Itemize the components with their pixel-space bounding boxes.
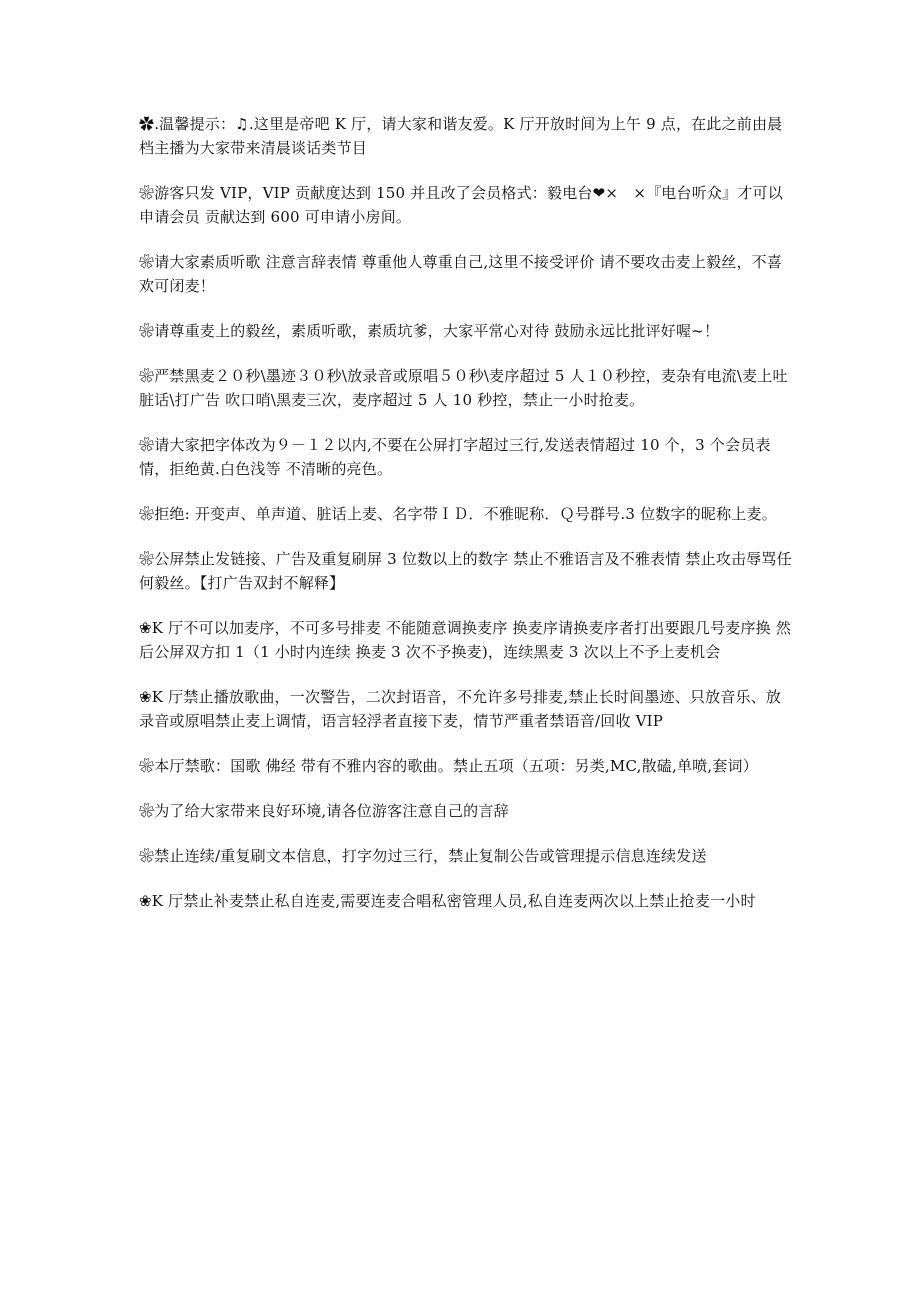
- rule-paragraph-7: ❀拒绝: 开变声、单声道、脏话上麦、名字带ＩＤ．不雅昵称．Ｑ号群号.3 位数字的昵称上麦。: [139, 505, 777, 523]
- rule-paragraph-1: ✿.温馨提示：♫.这里是帝吧 K 厅，请大家和谐友爱。K 厅开放时间为上午 9 点，在此之前由晨档主播为大家带来清晨谈话类节目: [139, 115, 783, 157]
- rule-paragraph-3: ❀请大家素质听歌 注意言辞表情 尊重他人尊重自己,这里不接受评价 请不要攻击麦上毅丝，不喜欢可闭麦！: [139, 253, 783, 295]
- rule-paragraph-11: ❀本厅禁歌：国歌 佛经 带有不雅内容的歌曲。禁止五项（五项：另类,MC,散磕,单喷,套词）: [139, 757, 758, 775]
- rule-paragraph-5: ❀严禁黑麦２０秒\墨迹３０秒\放录音或原唱５０秒\麦序超过 5 人１０秒控，麦杂有电流\麦上吐脏话\打广告 吹口哨\黑麦三次，麦序超过 5 人 10 秒控，禁止一小时抢麦。: [139, 367, 788, 409]
- rule-paragraph-12: ❀为了给大家带来良好环境,请各位游客注意自己的言辞: [139, 802, 509, 820]
- rule-paragraph-9: ❀K 厅不可以加麦序，不可多号排麦 不能随意调换麦序 换麦序请换麦序者打出要跟几号麦序换 然后公屏双方扣 1（1 小时内连续 换麦 3 次不予换麦)，连续黑麦 3 次以上不予上麦机会: [139, 619, 792, 661]
- rule-paragraph-8: ❀公屏禁止发链接、广告及重复刷屏 3 位数以上的数字 禁止不雅语言及不雅表情 禁止攻击辱骂任何毅丝。【打广告双封不解释】: [139, 550, 792, 592]
- rule-paragraph-14: ❀K 厅禁止补麦禁止私自连麦,需要连麦合唱私密管理人员,私自连麦两次以上禁止抢麦一小时: [139, 892, 756, 910]
- rule-paragraph-6: ❀请大家把字体改为９－１２以内,不要在公屏打字超过三行,发送表情超过 10 个，3 个会员表情，拒绝黄.白色浅等 不清晰的亮色。: [139, 436, 771, 478]
- rule-paragraph-10: ❀K 厅禁止播放歌曲，一次警告，二次封语音，不允许多号排麦,禁止长时间墨迹、只放音乐、放录音或原唱禁止麦上调情，语言轻浮者直接下麦，情节严重者禁语音/回收 VIP: [139, 688, 782, 730]
- rule-paragraph-13: ❀禁止连续/重复刷文本信息，打字勿过三行，禁止复制公告或管理提示信息连续发送: [139, 847, 707, 865]
- rule-paragraph-4: ❀请尊重麦上的毅丝，素质听歌，素质坑爹，大家平常心对待 鼓励永远比批评好喔~！: [139, 322, 720, 340]
- rule-paragraph-2: ❀游客只发 VIP，VIP 贡献度达到 150 并且改了会员格式：毅电台❤× ×『电台听众』才可以申请会员 贡献达到 600 可申请小房间。: [139, 184, 783, 226]
